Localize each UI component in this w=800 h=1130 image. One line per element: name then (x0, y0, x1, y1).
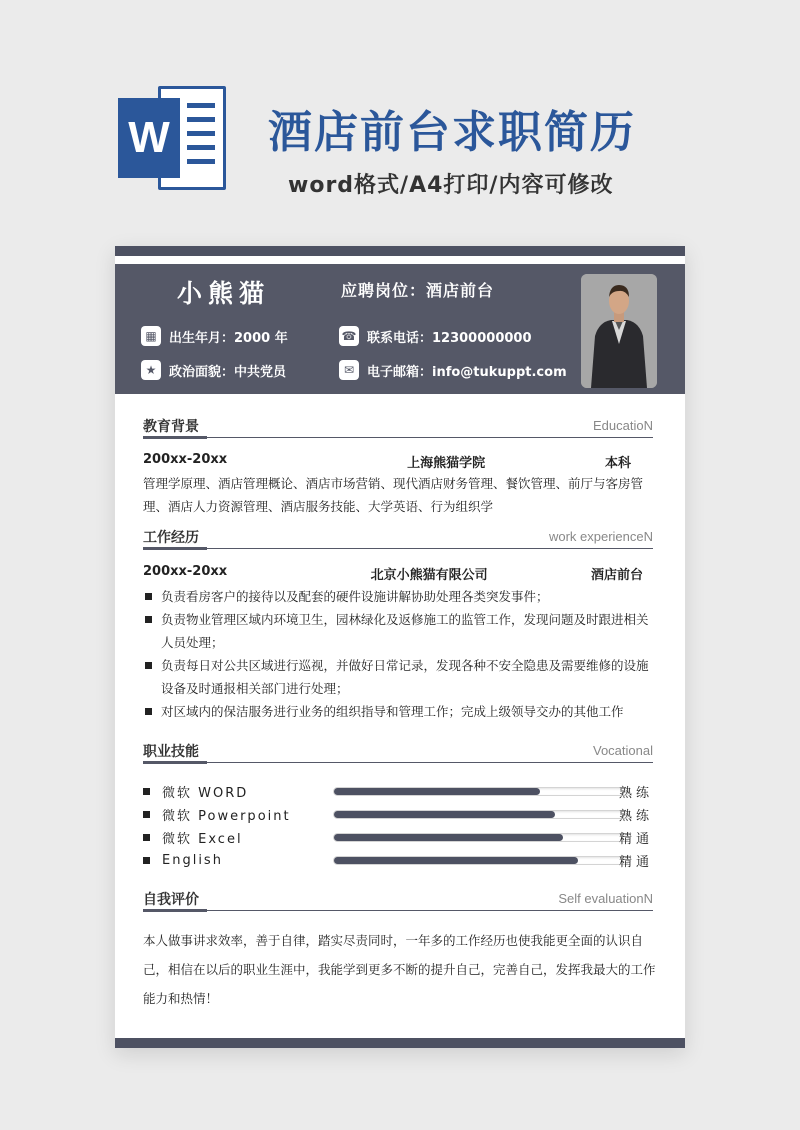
banner (0, 0, 800, 240)
calendar-icon: ▦ (141, 326, 161, 346)
email-text: 电子邮箱：info@tukuppt.com (367, 364, 567, 380)
skill-name: 微软 WORD (162, 785, 249, 801)
education-title: 教育背景 (143, 419, 199, 435)
skill-name: 微软 Excel (162, 831, 243, 847)
education-degree: 本科 (604, 456, 631, 471)
phone-text: 联系电话：12300000000 (367, 330, 532, 346)
work-position: 酒店前台 (590, 568, 643, 583)
skill-bar-fill (334, 811, 555, 818)
work-row (143, 564, 653, 583)
birth-text: 出生年月：2000 年 (169, 330, 288, 346)
birth-row (141, 326, 288, 346)
bottom-bar (115, 1038, 685, 1048)
self-evaluation-text: 本人做事讲求效率，善于自律，踏实尽责同时，一年多的工作经历也使我能更全面的认识自己，相信在以后的职业生涯中，我能学到更多不断的提升自己，完善自己，发挥我最大的工作能力和热情！ (143, 933, 656, 1006)
profile-photo (581, 274, 657, 388)
education-period: 200xx-20xx (143, 452, 228, 467)
star-icon: ★ (141, 360, 161, 380)
phone-row (339, 326, 532, 346)
resume-header (115, 264, 685, 394)
list-item: 负责物业管理区域内环境卫生，园林绿化及返修施工的监管工作，发现问题及时跟进相关人员处理； (143, 608, 659, 654)
word-badge: W (118, 98, 180, 178)
work-company: 北京小熊猫有限公司 (370, 568, 488, 583)
skill-bar (333, 833, 629, 842)
skill-bar (333, 856, 629, 865)
skill-row (143, 805, 653, 823)
party-text: 政治面貌：中共党员 (169, 364, 287, 380)
section-accent (143, 436, 207, 439)
skill-bar-fill (334, 788, 540, 795)
skill-bar-fill (334, 834, 563, 841)
party-row (141, 360, 286, 380)
section-accent (143, 547, 207, 550)
section-accent (143, 761, 207, 764)
skill-level: 精通 (618, 831, 653, 847)
divider (143, 437, 653, 438)
banner-title: 酒店前台求职简历 (268, 107, 636, 158)
work-duties (143, 585, 659, 723)
skill-row (143, 782, 653, 800)
work-period: 200xx-20xx (143, 564, 228, 579)
divider (143, 910, 653, 911)
skill-level: 熟练 (618, 808, 653, 824)
skill-bar-fill (334, 857, 578, 864)
skill-level: 熟练 (618, 785, 653, 801)
job-title: 应聘岗位：酒店前台 (341, 281, 495, 300)
person-portrait (581, 274, 657, 388)
education-courses: 管理学原理、酒店管理概论、酒店市场营销、现代酒店财务管理、餐饮管理、前厅与客房管理、酒店人力资源管理、酒店服务技能、大学英语、行为组织学 (143, 476, 644, 514)
list-item: 对区域内的保洁服务进行业务的组织指导和管理工作；完成上级领导交办的其他工作 (143, 700, 659, 723)
skill-level: 精通 (618, 854, 653, 870)
skill-name: 微软 Powerpoint (162, 808, 291, 824)
education-school: 上海熊猫学院 (407, 456, 486, 471)
word-icon (118, 86, 226, 190)
skill-row (143, 851, 653, 869)
candidate-name: 小熊猫 (177, 279, 271, 308)
list-item: 负责看房客户的接待以及配套的硬件设施讲解协助处理各类突发事件； (143, 585, 659, 608)
resume-page (115, 246, 685, 1048)
skills-title: 职业技能 (143, 744, 199, 760)
skill-bar (333, 810, 629, 819)
work-en: work experienceN (548, 529, 653, 544)
mail-icon: ✉ (339, 360, 359, 380)
skill-name: English (162, 852, 223, 868)
work-title: 工作经历 (143, 530, 199, 546)
divider (143, 762, 653, 763)
education-row (143, 452, 653, 471)
self-title: 自我评价 (143, 892, 199, 908)
skills-en: Vocational (593, 743, 653, 758)
top-bar (115, 246, 685, 256)
divider (143, 548, 653, 549)
section-accent (143, 909, 207, 912)
skill-bar (333, 787, 629, 796)
education-en: EducatioN (593, 418, 653, 433)
self-en: Self evaluationN (558, 891, 653, 906)
email-row (339, 360, 567, 380)
skill-row (143, 828, 653, 846)
list-item: 负责每日对公共区域进行巡视，并做好日常记录，发现各种不安全隐患及需要维修的设施设备及时通报相关部门进行处理； (143, 654, 659, 700)
phone-icon: ☎ (339, 326, 359, 346)
banner-subtitle: word格式/A4打印/内容可修改 (288, 173, 614, 198)
